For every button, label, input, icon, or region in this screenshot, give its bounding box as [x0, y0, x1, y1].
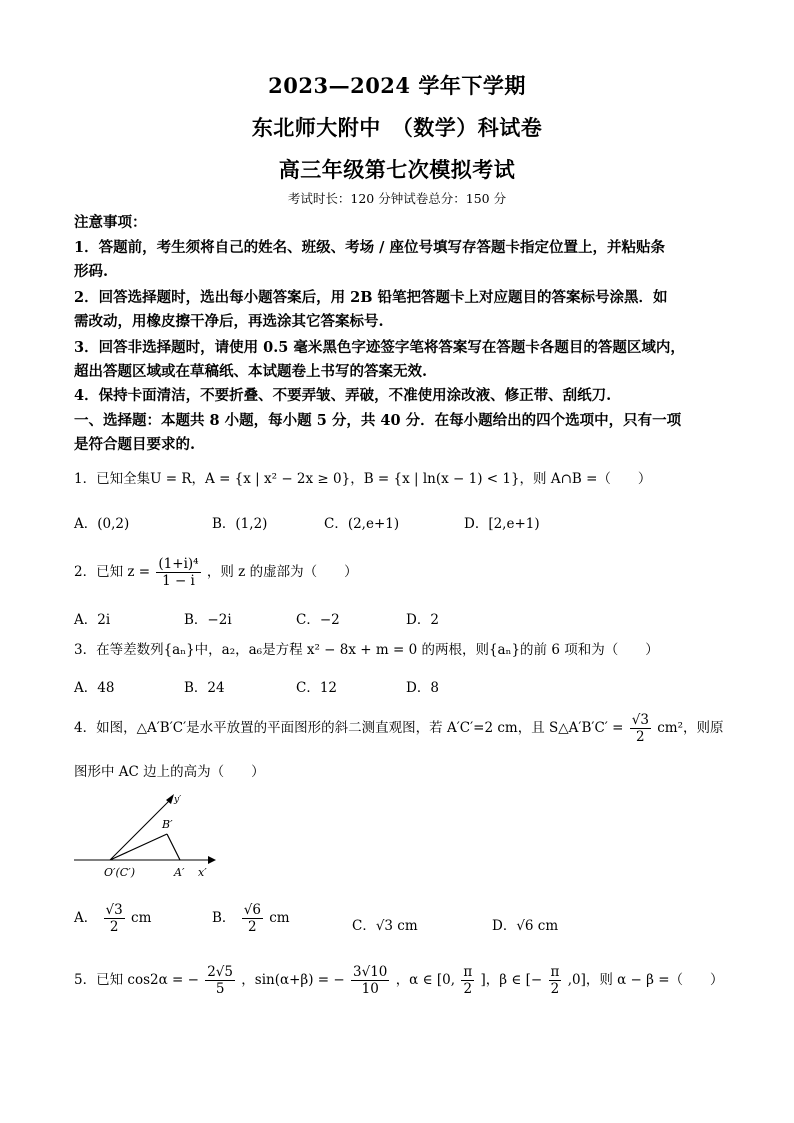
- question-3-option-d: D．8: [406, 680, 439, 696]
- question-5-stem: [74, 964, 734, 997]
- question-4-option-b: [212, 902, 290, 935]
- question-5-fraction-2: [351, 964, 389, 997]
- question-1-option-d: D．[2,e+1): [464, 516, 540, 532]
- exam-school-title: 东北师大附中 （数学）科试卷: [251, 115, 543, 140]
- question-2-option-d: D．2: [406, 612, 439, 628]
- option-a-unit: cm: [131, 910, 152, 926]
- question-5-pre: 5．已知 cos2α = −: [74, 972, 199, 988]
- notice-item-1a: 1．答题前，考生须将自己的姓名、班级、考场 / 座位号填写存答题卡指定位置上，并粘贴条: [74, 239, 665, 256]
- question-4-pre: 4．如图，△A′B′C′是水平放置的平面图形的斜二测直观图，若 A′C′=2 cm，且 S△A′B′C′ =: [74, 720, 624, 736]
- question-5-numerator-3: π: [463, 964, 473, 980]
- question-2-option-a: A．2i: [74, 612, 111, 628]
- question-1-stem: 1．已知全集U = R，A = {x | x² − 2x ≥ 0}，B = {x | ln(x − 1) < 1}，则 A∩B =（ ）: [74, 471, 652, 487]
- oblique-projection-figure: [70, 790, 230, 890]
- question-2-denominator: 1 − i: [162, 573, 195, 589]
- notice-item-4: 4．保持卡面清洁，不要折叠、不要弄皱、弄破，不准使用涂改液、修正带、刮纸刀.: [74, 387, 612, 404]
- question-5-denominator-2: 10: [361, 981, 379, 997]
- option-a-label: A．: [74, 910, 98, 926]
- label-b-prime: B′: [162, 818, 173, 831]
- notice-item-2a: 2．回答选择题时，选出每小题答案后，用 2B 铅笔把答题卡上对应题目的答案标号涂黑．如: [74, 289, 668, 306]
- question-2-fraction: [156, 556, 200, 589]
- question-5-mid-2: ，α ∈ [0,: [395, 972, 456, 988]
- question-4-option-d: D．√6 cm: [492, 918, 559, 934]
- x-axis-arrow-icon: [208, 856, 216, 864]
- y-axis: [110, 800, 170, 860]
- question-5-post: ,0]，则 α − β =（ ）: [567, 972, 724, 988]
- question-4-stem-line2: 图形中 AC 边上的高为（ ）: [74, 764, 265, 780]
- question-1-option-c: C．(2,e+1): [324, 516, 400, 532]
- question-5-numerator-2: 3√10: [353, 964, 388, 980]
- question-1-option-b: B．(1,2): [212, 516, 268, 532]
- notice-item-1b: 形码.: [74, 263, 109, 280]
- question-4-post: cm²，则原: [657, 720, 724, 736]
- notice-heading: 注意事项：: [74, 214, 147, 231]
- question-4-option-c: C．√3 cm: [352, 918, 418, 934]
- question-1-option-a: A．(0,2): [74, 516, 130, 532]
- question-5-fraction-1: [205, 964, 235, 997]
- exam-name-title: 高三年级第七次模拟考试: [278, 157, 516, 182]
- question-2-pre: 2．已知 z =: [74, 564, 151, 580]
- option-a-fraction: [104, 902, 125, 935]
- notice-item-3a: 3．回答非选择题时，请使用 0.5 毫米黑色字迹签字笔将答案写在答题卡各题目的答题区域内，: [74, 339, 685, 356]
- exam-year-title: 2023—2024 学年下学期: [268, 73, 526, 98]
- notice-item-3b: 超出答题区域或在草稿纸、本试题卷上书写的答案无效.: [74, 363, 428, 380]
- section-1-intro-b: 是符合题目要求的.: [74, 436, 196, 453]
- question-5-denominator-1: 5: [215, 981, 225, 997]
- notice-item-2b: 需改动，用橡皮擦干净后，再选涂其它答案标号.: [74, 313, 384, 330]
- question-2-option-b: B．−2i: [184, 612, 232, 628]
- question-5-numerator-4: π: [550, 964, 560, 980]
- label-origin: O′(C′): [104, 866, 136, 879]
- question-4-option-a: [74, 902, 151, 935]
- segment-b-a: [167, 834, 180, 860]
- question-5-numerator-1: 2√5: [207, 964, 233, 980]
- question-3-option-b: B．24: [184, 680, 225, 696]
- question-2-option-c: C．−2: [296, 612, 340, 628]
- question-3-stem: 3．在等差数列{aₙ}中，a₂，a₆是方程 x² − 8x + m = 0 的两根，则{aₙ}的前 6 项和为（ ）: [74, 642, 659, 658]
- label-x-prime: x′: [198, 866, 207, 879]
- option-b-numerator: √6: [243, 902, 261, 918]
- question-5-denominator-3: 2: [463, 981, 473, 997]
- question-5-mid-3: ]，β ∈ [−: [480, 972, 543, 988]
- option-a-numerator: √3: [105, 902, 123, 918]
- option-a-denominator: 2: [109, 919, 119, 935]
- question-3-option-c: C．12: [296, 680, 338, 696]
- question-5-denominator-4: 2: [550, 981, 560, 997]
- question-4-area-denominator: 2: [636, 729, 645, 745]
- question-5-fraction-4: [549, 964, 562, 997]
- question-2-numerator: (1+i)⁴: [158, 556, 199, 572]
- question-5-mid-1: ，sin(α+β) = −: [241, 972, 345, 988]
- exam-info: 考试时长：120 分钟试卷总分：150 分: [287, 191, 507, 206]
- question-4-area-fraction: [630, 712, 651, 745]
- section-1-intro-a: 一、选择题：本题共 8 小题，每小题 5 分，共 40 分．在每小题给出的四个选项中，只有一项: [74, 412, 682, 429]
- option-b-denominator: 2: [248, 919, 257, 935]
- segment-o-b: [110, 834, 167, 860]
- question-4-stem: [74, 712, 734, 745]
- question-2-post: ，则 z 的虚部为（ ）: [206, 564, 358, 580]
- question-5-fraction-3: [461, 964, 474, 997]
- label-a-prime: A′: [174, 866, 185, 879]
- question-3-option-a: A．48: [74, 680, 115, 696]
- option-b-fraction: [242, 902, 263, 935]
- option-b-label: B．: [212, 910, 236, 926]
- question-2-stem: [74, 556, 734, 589]
- label-y-prime: y′: [174, 795, 182, 805]
- question-4-area-numerator: √3: [631, 712, 649, 728]
- option-b-unit: cm: [269, 910, 290, 926]
